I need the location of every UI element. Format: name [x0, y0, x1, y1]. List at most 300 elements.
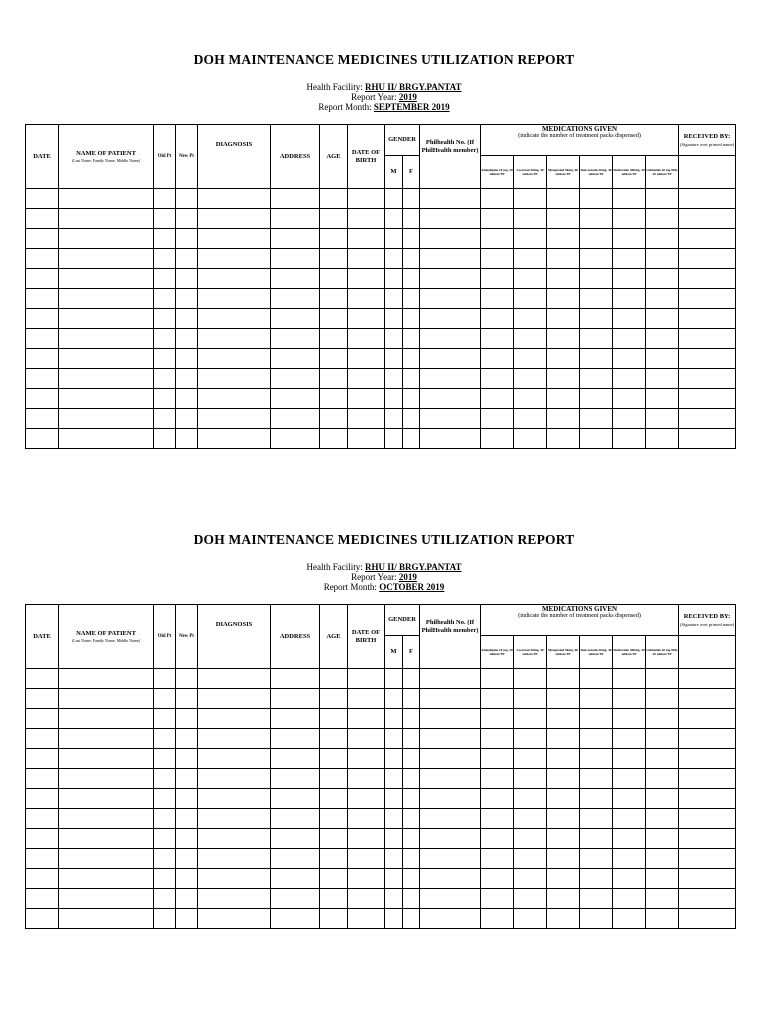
gender-female-cell[interactable] [403, 829, 420, 849]
date-of-birth-cell[interactable] [348, 669, 385, 689]
philhealth-cell[interactable] [420, 329, 481, 349]
diagnosis-cell[interactable] [198, 789, 271, 809]
date-of-birth-cell[interactable] [348, 389, 385, 409]
med-metformin-cell[interactable] [613, 189, 646, 209]
received-by-cell[interactable] [679, 189, 736, 209]
med-simvastatin-cell[interactable] [580, 709, 613, 729]
gender-male-cell[interactable] [385, 829, 403, 849]
med-simvastatin-cell[interactable] [580, 349, 613, 369]
med-metformin-cell[interactable] [613, 809, 646, 829]
patient-name-cell[interactable] [59, 309, 154, 329]
patient-name-cell[interactable] [59, 229, 154, 249]
gender-female-cell[interactable] [403, 369, 420, 389]
med-gliclazide-cell[interactable] [646, 349, 679, 369]
philhealth-cell[interactable] [420, 389, 481, 409]
med-metformin-cell[interactable] [613, 249, 646, 269]
old-pt-cell[interactable] [154, 829, 176, 849]
gender-female-cell[interactable] [403, 749, 420, 769]
med-simvastatin-cell[interactable] [580, 329, 613, 349]
med-simvastatin-cell[interactable] [580, 269, 613, 289]
received-by-cell[interactable] [679, 249, 736, 269]
med-amlodipine-cell[interactable] [481, 829, 514, 849]
med-losartan-cell[interactable] [514, 269, 547, 289]
diagnosis-cell[interactable] [198, 269, 271, 289]
new-pt-cell[interactable] [176, 189, 198, 209]
med-simvastatin-cell[interactable] [580, 409, 613, 429]
med-losartan-cell[interactable] [514, 889, 547, 909]
age-cell[interactable] [320, 809, 348, 829]
age-cell[interactable] [320, 409, 348, 429]
new-pt-cell[interactable] [176, 309, 198, 329]
med-amlodipine-cell[interactable] [481, 309, 514, 329]
gender-male-cell[interactable] [385, 229, 403, 249]
date-of-birth-cell[interactable] [348, 429, 385, 449]
med-gliclazide-cell[interactable] [646, 249, 679, 269]
med-amlodipine-cell[interactable] [481, 769, 514, 789]
med-losartan-cell[interactable] [514, 349, 547, 369]
address-cell[interactable] [271, 749, 320, 769]
patient-name-cell[interactable] [59, 769, 154, 789]
gender-male-cell[interactable] [385, 209, 403, 229]
med-gliclazide-cell[interactable] [646, 269, 679, 289]
med-simvastatin-cell[interactable] [580, 429, 613, 449]
new-pt-cell[interactable] [176, 749, 198, 769]
med-gliclazide-cell[interactable] [646, 909, 679, 929]
med-metoprolol-cell[interactable] [547, 729, 580, 749]
gender-female-cell[interactable] [403, 309, 420, 329]
patient-name-cell[interactable] [59, 829, 154, 849]
old-pt-cell[interactable] [154, 189, 176, 209]
address-cell[interactable] [271, 209, 320, 229]
age-cell[interactable] [320, 389, 348, 409]
gender-male-cell[interactable] [385, 709, 403, 729]
gender-female-cell[interactable] [403, 849, 420, 869]
new-pt-cell[interactable] [176, 709, 198, 729]
diagnosis-cell[interactable] [198, 829, 271, 849]
med-losartan-cell[interactable] [514, 389, 547, 409]
diagnosis-cell[interactable] [198, 869, 271, 889]
age-cell[interactable] [320, 669, 348, 689]
patient-name-cell[interactable] [59, 289, 154, 309]
received-by-cell[interactable] [679, 349, 736, 369]
med-metoprolol-cell[interactable] [547, 749, 580, 769]
old-pt-cell[interactable] [154, 789, 176, 809]
date-cell[interactable] [26, 889, 59, 909]
patient-name-cell[interactable] [59, 269, 154, 289]
gender-female-cell[interactable] [403, 869, 420, 889]
med-metoprolol-cell[interactable] [547, 189, 580, 209]
old-pt-cell[interactable] [154, 769, 176, 789]
diagnosis-cell[interactable] [198, 709, 271, 729]
philhealth-cell[interactable] [420, 689, 481, 709]
old-pt-cell[interactable] [154, 329, 176, 349]
med-gliclazide-cell[interactable] [646, 809, 679, 829]
med-metformin-cell[interactable] [613, 909, 646, 929]
received-by-cell[interactable] [679, 729, 736, 749]
med-gliclazide-cell[interactable] [646, 369, 679, 389]
med-simvastatin-cell[interactable] [580, 809, 613, 829]
date-cell[interactable] [26, 689, 59, 709]
med-metformin-cell[interactable] [613, 689, 646, 709]
med-metoprolol-cell[interactable] [547, 789, 580, 809]
received-by-cell[interactable] [679, 409, 736, 429]
med-losartan-cell[interactable] [514, 909, 547, 929]
med-amlodipine-cell[interactable] [481, 289, 514, 309]
gender-female-cell[interactable] [403, 189, 420, 209]
age-cell[interactable] [320, 209, 348, 229]
gender-female-cell[interactable] [403, 689, 420, 709]
age-cell[interactable] [320, 889, 348, 909]
med-gliclazide-cell[interactable] [646, 709, 679, 729]
date-cell[interactable] [26, 209, 59, 229]
med-losartan-cell[interactable] [514, 809, 547, 829]
old-pt-cell[interactable] [154, 389, 176, 409]
date-of-birth-cell[interactable] [348, 829, 385, 849]
date-cell[interactable] [26, 389, 59, 409]
med-metformin-cell[interactable] [613, 269, 646, 289]
philhealth-cell[interactable] [420, 349, 481, 369]
address-cell[interactable] [271, 409, 320, 429]
diagnosis-cell[interactable] [198, 749, 271, 769]
received-by-cell[interactable] [679, 749, 736, 769]
philhealth-cell[interactable] [420, 409, 481, 429]
date-of-birth-cell[interactable] [348, 709, 385, 729]
med-metformin-cell[interactable] [613, 409, 646, 429]
received-by-cell[interactable] [679, 829, 736, 849]
old-pt-cell[interactable] [154, 349, 176, 369]
med-amlodipine-cell[interactable] [481, 669, 514, 689]
diagnosis-cell[interactable] [198, 349, 271, 369]
diagnosis-cell[interactable] [198, 909, 271, 929]
diagnosis-cell[interactable] [198, 689, 271, 709]
med-amlodipine-cell[interactable] [481, 709, 514, 729]
med-amlodipine-cell[interactable] [481, 429, 514, 449]
med-gliclazide-cell[interactable] [646, 229, 679, 249]
date-of-birth-cell[interactable] [348, 249, 385, 269]
patient-name-cell[interactable] [59, 369, 154, 389]
old-pt-cell[interactable] [154, 429, 176, 449]
diagnosis-cell[interactable] [198, 669, 271, 689]
diagnosis-cell[interactable] [198, 809, 271, 829]
med-gliclazide-cell[interactable] [646, 769, 679, 789]
med-simvastatin-cell[interactable] [580, 729, 613, 749]
received-by-cell[interactable] [679, 669, 736, 689]
gender-male-cell[interactable] [385, 289, 403, 309]
med-gliclazide-cell[interactable] [646, 869, 679, 889]
med-losartan-cell[interactable] [514, 229, 547, 249]
age-cell[interactable] [320, 229, 348, 249]
age-cell[interactable] [320, 289, 348, 309]
philhealth-cell[interactable] [420, 749, 481, 769]
new-pt-cell[interactable] [176, 669, 198, 689]
received-by-cell[interactable] [679, 689, 736, 709]
gender-male-cell[interactable] [385, 689, 403, 709]
med-gliclazide-cell[interactable] [646, 829, 679, 849]
med-simvastatin-cell[interactable] [580, 789, 613, 809]
gender-female-cell[interactable] [403, 669, 420, 689]
patient-name-cell[interactable] [59, 329, 154, 349]
date-of-birth-cell[interactable] [348, 869, 385, 889]
date-cell[interactable] [26, 429, 59, 449]
received-by-cell[interactable] [679, 709, 736, 729]
date-cell[interactable] [26, 269, 59, 289]
age-cell[interactable] [320, 329, 348, 349]
patient-name-cell[interactable] [59, 709, 154, 729]
old-pt-cell[interactable] [154, 869, 176, 889]
med-amlodipine-cell[interactable] [481, 789, 514, 809]
new-pt-cell[interactable] [176, 689, 198, 709]
med-amlodipine-cell[interactable] [481, 749, 514, 769]
date-of-birth-cell[interactable] [348, 889, 385, 909]
old-pt-cell[interactable] [154, 889, 176, 909]
philhealth-cell[interactable] [420, 729, 481, 749]
age-cell[interactable] [320, 689, 348, 709]
age-cell[interactable] [320, 769, 348, 789]
patient-name-cell[interactable] [59, 409, 154, 429]
med-simvastatin-cell[interactable] [580, 889, 613, 909]
gender-female-cell[interactable] [403, 769, 420, 789]
patient-name-cell[interactable] [59, 909, 154, 929]
received-by-cell[interactable] [679, 789, 736, 809]
med-gliclazide-cell[interactable] [646, 389, 679, 409]
patient-name-cell[interactable] [59, 249, 154, 269]
old-pt-cell[interactable] [154, 289, 176, 309]
med-losartan-cell[interactable] [514, 729, 547, 749]
med-metoprolol-cell[interactable] [547, 409, 580, 429]
old-pt-cell[interactable] [154, 409, 176, 429]
gender-male-cell[interactable] [385, 369, 403, 389]
gender-female-cell[interactable] [403, 709, 420, 729]
patient-name-cell[interactable] [59, 729, 154, 749]
med-losartan-cell[interactable] [514, 429, 547, 449]
age-cell[interactable] [320, 709, 348, 729]
med-metformin-cell[interactable] [613, 309, 646, 329]
received-by-cell[interactable] [679, 389, 736, 409]
gender-female-cell[interactable] [403, 909, 420, 929]
philhealth-cell[interactable] [420, 369, 481, 389]
date-of-birth-cell[interactable] [348, 269, 385, 289]
med-amlodipine-cell[interactable] [481, 869, 514, 889]
med-metoprolol-cell[interactable] [547, 849, 580, 869]
patient-name-cell[interactable] [59, 669, 154, 689]
address-cell[interactable] [271, 869, 320, 889]
date-of-birth-cell[interactable] [348, 809, 385, 829]
gender-female-cell[interactable] [403, 329, 420, 349]
med-simvastatin-cell[interactable] [580, 689, 613, 709]
date-cell[interactable] [26, 849, 59, 869]
gender-male-cell[interactable] [385, 249, 403, 269]
med-losartan-cell[interactable] [514, 849, 547, 869]
med-gliclazide-cell[interactable] [646, 889, 679, 909]
med-gliclazide-cell[interactable] [646, 849, 679, 869]
diagnosis-cell[interactable] [198, 849, 271, 869]
new-pt-cell[interactable] [176, 349, 198, 369]
philhealth-cell[interactable] [420, 309, 481, 329]
med-metoprolol-cell[interactable] [547, 909, 580, 929]
new-pt-cell[interactable] [176, 429, 198, 449]
patient-name-cell[interactable] [59, 869, 154, 889]
med-simvastatin-cell[interactable] [580, 829, 613, 849]
date-of-birth-cell[interactable] [348, 849, 385, 869]
date-of-birth-cell[interactable] [348, 209, 385, 229]
gender-female-cell[interactable] [403, 389, 420, 409]
address-cell[interactable] [271, 669, 320, 689]
date-of-birth-cell[interactable] [348, 909, 385, 929]
patient-name-cell[interactable] [59, 209, 154, 229]
patient-name-cell[interactable] [59, 189, 154, 209]
received-by-cell[interactable] [679, 369, 736, 389]
med-amlodipine-cell[interactable] [481, 329, 514, 349]
old-pt-cell[interactable] [154, 209, 176, 229]
gender-female-cell[interactable] [403, 229, 420, 249]
med-metformin-cell[interactable] [613, 669, 646, 689]
med-losartan-cell[interactable] [514, 329, 547, 349]
philhealth-cell[interactable] [420, 709, 481, 729]
date-of-birth-cell[interactable] [348, 789, 385, 809]
address-cell[interactable] [271, 389, 320, 409]
med-metformin-cell[interactable] [613, 209, 646, 229]
med-simvastatin-cell[interactable] [580, 869, 613, 889]
address-cell[interactable] [271, 249, 320, 269]
med-losartan-cell[interactable] [514, 289, 547, 309]
med-amlodipine-cell[interactable] [481, 249, 514, 269]
age-cell[interactable] [320, 849, 348, 869]
med-metformin-cell[interactable] [613, 749, 646, 769]
philhealth-cell[interactable] [420, 909, 481, 929]
new-pt-cell[interactable] [176, 909, 198, 929]
received-by-cell[interactable] [679, 209, 736, 229]
diagnosis-cell[interactable] [198, 409, 271, 429]
address-cell[interactable] [271, 769, 320, 789]
med-metformin-cell[interactable] [613, 889, 646, 909]
philhealth-cell[interactable] [420, 829, 481, 849]
received-by-cell[interactable] [679, 329, 736, 349]
new-pt-cell[interactable] [176, 849, 198, 869]
philhealth-cell[interactable] [420, 789, 481, 809]
philhealth-cell[interactable] [420, 669, 481, 689]
med-metoprolol-cell[interactable] [547, 269, 580, 289]
received-by-cell[interactable] [679, 269, 736, 289]
date-cell[interactable] [26, 809, 59, 829]
med-metformin-cell[interactable] [613, 429, 646, 449]
date-cell[interactable] [26, 709, 59, 729]
med-metformin-cell[interactable] [613, 829, 646, 849]
patient-name-cell[interactable] [59, 749, 154, 769]
gender-female-cell[interactable] [403, 349, 420, 369]
med-gliclazide-cell[interactable] [646, 749, 679, 769]
med-metformin-cell[interactable] [613, 349, 646, 369]
philhealth-cell[interactable] [420, 849, 481, 869]
med-losartan-cell[interactable] [514, 769, 547, 789]
med-metoprolol-cell[interactable] [547, 369, 580, 389]
med-amlodipine-cell[interactable] [481, 349, 514, 369]
diagnosis-cell[interactable] [198, 729, 271, 749]
gender-female-cell[interactable] [403, 429, 420, 449]
gender-male-cell[interactable] [385, 669, 403, 689]
philhealth-cell[interactable] [420, 269, 481, 289]
med-simvastatin-cell[interactable] [580, 669, 613, 689]
diagnosis-cell[interactable] [198, 429, 271, 449]
gender-male-cell[interactable] [385, 869, 403, 889]
new-pt-cell[interactable] [176, 249, 198, 269]
date-of-birth-cell[interactable] [348, 229, 385, 249]
diagnosis-cell[interactable] [198, 309, 271, 329]
med-gliclazide-cell[interactable] [646, 789, 679, 809]
gender-female-cell[interactable] [403, 289, 420, 309]
med-simvastatin-cell[interactable] [580, 749, 613, 769]
old-pt-cell[interactable] [154, 909, 176, 929]
gender-male-cell[interactable] [385, 409, 403, 429]
date-cell[interactable] [26, 869, 59, 889]
med-amlodipine-cell[interactable] [481, 369, 514, 389]
gender-female-cell[interactable] [403, 729, 420, 749]
new-pt-cell[interactable] [176, 289, 198, 309]
gender-male-cell[interactable] [385, 789, 403, 809]
philhealth-cell[interactable] [420, 769, 481, 789]
med-losartan-cell[interactable] [514, 749, 547, 769]
med-metoprolol-cell[interactable] [547, 769, 580, 789]
gender-male-cell[interactable] [385, 849, 403, 869]
med-simvastatin-cell[interactable] [580, 249, 613, 269]
gender-male-cell[interactable] [385, 809, 403, 829]
address-cell[interactable] [271, 189, 320, 209]
old-pt-cell[interactable] [154, 709, 176, 729]
med-losartan-cell[interactable] [514, 189, 547, 209]
new-pt-cell[interactable] [176, 769, 198, 789]
received-by-cell[interactable] [679, 289, 736, 309]
date-cell[interactable] [26, 749, 59, 769]
old-pt-cell[interactable] [154, 849, 176, 869]
patient-name-cell[interactable] [59, 349, 154, 369]
age-cell[interactable] [320, 309, 348, 329]
med-gliclazide-cell[interactable] [646, 309, 679, 329]
gender-female-cell[interactable] [403, 409, 420, 429]
date-cell[interactable] [26, 789, 59, 809]
new-pt-cell[interactable] [176, 329, 198, 349]
philhealth-cell[interactable] [420, 229, 481, 249]
med-metoprolol-cell[interactable] [547, 889, 580, 909]
date-of-birth-cell[interactable] [348, 329, 385, 349]
new-pt-cell[interactable] [176, 269, 198, 289]
old-pt-cell[interactable] [154, 269, 176, 289]
diagnosis-cell[interactable] [198, 769, 271, 789]
gender-male-cell[interactable] [385, 389, 403, 409]
gender-female-cell[interactable] [403, 889, 420, 909]
gender-male-cell[interactable] [385, 189, 403, 209]
date-of-birth-cell[interactable] [348, 289, 385, 309]
date-cell[interactable] [26, 729, 59, 749]
med-amlodipine-cell[interactable] [481, 689, 514, 709]
old-pt-cell[interactable] [154, 689, 176, 709]
address-cell[interactable] [271, 289, 320, 309]
old-pt-cell[interactable] [154, 309, 176, 329]
diagnosis-cell[interactable] [198, 189, 271, 209]
med-metformin-cell[interactable] [613, 709, 646, 729]
address-cell[interactable] [271, 269, 320, 289]
diagnosis-cell[interactable] [198, 389, 271, 409]
date-of-birth-cell[interactable] [348, 689, 385, 709]
med-simvastatin-cell[interactable] [580, 209, 613, 229]
diagnosis-cell[interactable] [198, 209, 271, 229]
med-simvastatin-cell[interactable] [580, 849, 613, 869]
gender-female-cell[interactable] [403, 249, 420, 269]
med-amlodipine-cell[interactable] [481, 409, 514, 429]
med-metformin-cell[interactable] [613, 729, 646, 749]
med-metoprolol-cell[interactable] [547, 709, 580, 729]
diagnosis-cell[interactable] [198, 889, 271, 909]
med-metformin-cell[interactable] [613, 369, 646, 389]
med-metformin-cell[interactable] [613, 869, 646, 889]
